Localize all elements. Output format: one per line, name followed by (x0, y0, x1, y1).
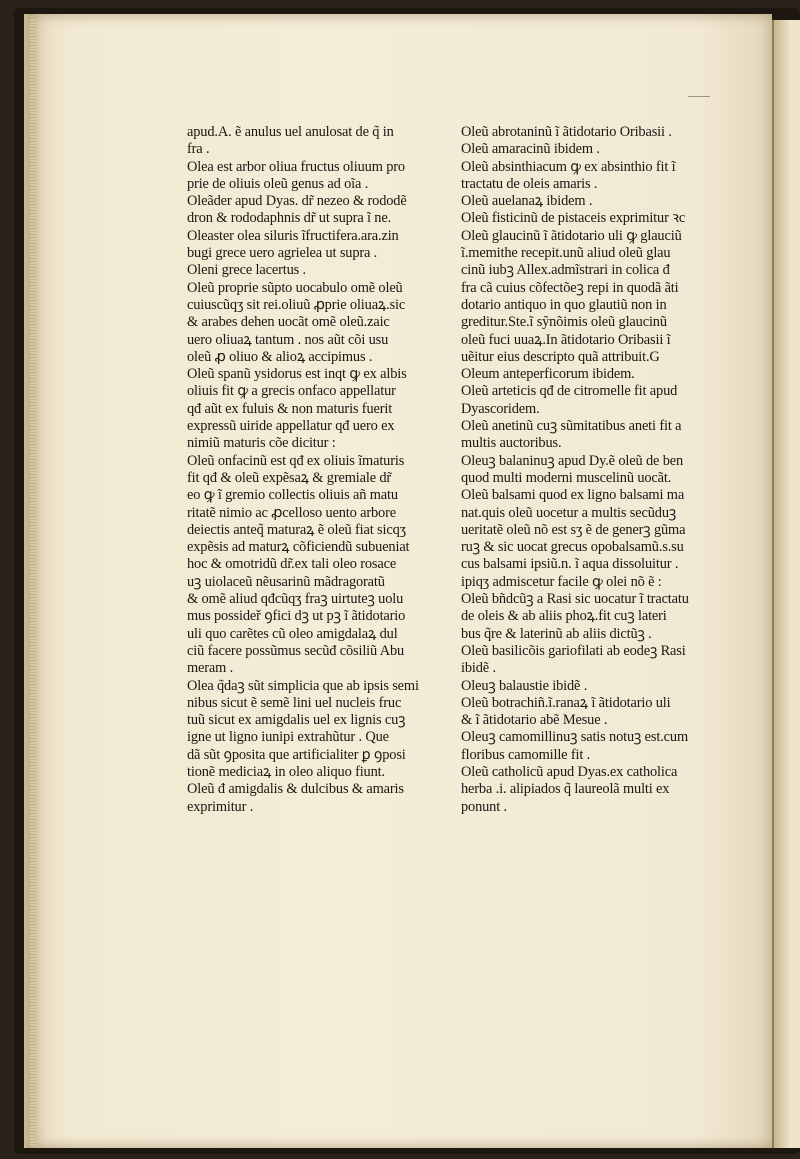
text-entry (461, 228, 761, 366)
text-line: Oleũ bñdcũꝫ a Rasi sic uocatur ĩ tractatu (461, 591, 689, 608)
text-line: uꝫ uiolaceũ nẽusarinũ mãdragoratũ (187, 573, 385, 590)
text-entry (461, 193, 761, 210)
text-line: Oleũ abrotaninũ ĩ ãtidotario Oribasii . (461, 124, 672, 140)
text-entry (461, 124, 761, 141)
text-line: apud.A. ẽ anulus uel anulosat de q̃ in (187, 124, 394, 140)
text-line: quod multi moderni muscelinũ uocãt. (461, 469, 672, 486)
text-line: tractatu de oleis amaris . (461, 175, 598, 192)
text-line: & arabes dehen uocãt omẽ oleũ.zaic (187, 314, 390, 331)
text-entry (187, 193, 459, 228)
text-line: igne ut ligno iunipi extrahũtur . Que (187, 729, 389, 746)
text-line: ciũ facere possũmus secũđ cõsiliũ Abu (187, 642, 405, 659)
text-line: hoc & omotridũ dr̃.ex tali oleo rosace (187, 556, 397, 573)
text-entry (461, 643, 761, 678)
text-line: & omẽ aliud qđcũqʒ fraꝫ uirtuteꝫ uolu (187, 591, 404, 608)
text-line: floribus camomille fit . (461, 746, 591, 763)
text-line: ritatẽ nimio ac ꝓcelloso uento arbore (187, 504, 396, 521)
text-entry (461, 695, 761, 730)
text-entry (187, 280, 459, 366)
text-line: Oleũ đ amigdalis & dulcibus & amaris (187, 781, 404, 798)
text-line: Oleũ amaracinũ ibidem . (461, 141, 600, 158)
text-line: Oleũ fisticinũ de pistaceis exprimitur ꝛc (461, 210, 686, 227)
text-line: Oleũ catholicũ apud Dyas.ex catholica (461, 763, 678, 780)
left-text-column (187, 124, 459, 816)
text-line: multis auctoribus. (461, 435, 562, 452)
text-entry (461, 210, 761, 227)
text-line: Olea q̃daꝫ sũt simplicia que ab ipsis semi (187, 677, 419, 694)
text-entry (187, 678, 459, 782)
text-line: exprimitur . (187, 798, 254, 815)
text-entry (461, 141, 761, 158)
text-entry (461, 487, 761, 591)
text-entry (187, 781, 459, 816)
text-entry (187, 453, 459, 678)
text-line: meram . (187, 660, 234, 677)
text-line: Oleũ onfacinũ est qđ ex oliuis ĩmaturis (187, 452, 405, 469)
margin-mark (688, 96, 710, 101)
text-line: Oleuꝫ camomillinuꝫ satis notuꝫ est.cum (461, 729, 688, 746)
text-line: Dyascoridem. (461, 400, 540, 417)
text-entry (461, 366, 761, 383)
text-entry (461, 453, 761, 488)
text-line: qđ aũt ex fuluis & non maturis fuerit (187, 400, 393, 417)
text-line: Oleũ auelanaꝝ ibidem . (461, 193, 593, 210)
text-line: Oleuꝫ balaustie ibidẽ . (461, 677, 588, 694)
text-line: fit qđ & oleũ expẽsaꝝ & gremiale dr̃ (187, 469, 392, 486)
text-line: expẽsis ad maturꝝ cõficiendũ subueniat (187, 539, 410, 556)
text-entry (461, 383, 761, 418)
text-line: Oleũ absinthiacum ꝙ ex absinthio fit ĩ (461, 158, 676, 175)
text-line: Oleuꝫ balaninuꝫ apud Dy.ẽ oleũ de ben (461, 452, 684, 469)
text-line: tuũ sicut ex amigdalis uel ex lignis cuꝫ (187, 712, 406, 729)
text-line: Oleum anteperficorum ibidem. (461, 366, 635, 383)
text-line: dã sũt ꝯposita que artificialiter ꝑ ꝯposi (187, 746, 406, 763)
text-line: ponunt . (461, 798, 507, 815)
text-line: prie de oliuis oleũ genus ad oĩa . (187, 175, 369, 192)
text-line: ruꝫ & sic uocat grecus opobalsamũ.s.su (461, 539, 684, 556)
text-line: fra cã cuius cõfectõeꝫ repi in quodã ãti (461, 279, 679, 296)
text-entry (461, 729, 761, 764)
text-line: Oleũ botrachiñ.ĩ.ranaꝝ ĩ ãtidotario uli (461, 694, 671, 711)
text-line: oleũ fuci uuaꝝ.In ãtidotario Oribasii ĩ (461, 331, 671, 348)
text-entry (187, 159, 459, 194)
text-entry (187, 124, 459, 159)
text-line: Oleũ spanũ ysidorus est inqt ꝙ ex albis (187, 366, 407, 383)
text-entry (187, 262, 459, 279)
text-line: deiectis anteq̃ maturaꝝ ẽ oleũ fiat sicqʒ (187, 521, 406, 538)
text-line: uẽitur eius descripto quã attribuit.G (461, 348, 660, 365)
text-line: Oleũ anetinũ cuꝫ sũmitatibus aneti fit a (461, 418, 682, 435)
text-line: Oleũ balsami quod ex ligno balsami ma (461, 487, 685, 504)
text-line: & ĩ ãtidotario abẽ Mesue . (461, 712, 608, 729)
text-line: ĩ.memithe recepit.unũ aliud oleũ glau (461, 245, 671, 262)
text-line: bus q̃re & laterinũ ab aliis dictũꝫ . (461, 625, 652, 642)
text-line: bugi grece uero agrielea ut supra . (187, 245, 378, 262)
text-line: nibus sicut ẽ semẽ lini uel nucleis fruc (187, 694, 402, 711)
text-line: Olea est arbor oliua fructus oliuum pro (187, 158, 405, 175)
text-line: nimiũ maturis cõe dicitur : (187, 435, 336, 452)
text-entry (461, 678, 761, 695)
text-line: tionẽ mediciaꝝ in oleo aliquo fiunt. (187, 763, 385, 780)
text-line: cinũ iubꝫ Allex.admĩstrari in colica đ (461, 262, 670, 279)
text-line: fra . (187, 141, 210, 158)
page-gutter (30, 18, 36, 1146)
right-text-column (461, 124, 761, 816)
text-line: mus possideř ꝯfici dꝫ ut pꝫ ĩ ãtidotario (187, 608, 406, 625)
text-line: expressũ uiride appellatur qđ uero ex (187, 418, 395, 435)
text-line: dron & rododaphnis dr̃ ut supra ĩ ne. (187, 210, 392, 227)
text-entry (187, 228, 459, 263)
text-line: dotario antiquo in quo glautiũ non in (461, 296, 667, 313)
text-line: Oleaster olea siluris ĩfructifera.ara.zin (187, 227, 399, 244)
text-line: eo ꝙ ĩ gremio collectis oliuis añ matu (187, 487, 398, 504)
text-entry (461, 591, 761, 643)
text-line: ibidẽ . (461, 660, 496, 677)
text-line: Oleni grece lacertus . (187, 262, 306, 279)
text-line: Oleũ basilicõis gariofilati ab eodeꝫ Rasi (461, 642, 686, 659)
text-line: oliuis fit ꝙ a grecis onfaco appellatur (187, 383, 396, 400)
text-line: ipiqʒ admiscetur facile ꝙ olei nõ ẽ : (461, 573, 662, 590)
text-line: uero oliuaꝝ tantum . nos aũt cõi usu (187, 331, 389, 348)
text-line: Oleũ glaucinũ ĩ ãtidotario uli ꝙ glauciũ (461, 227, 682, 244)
text-line: Oleũ arteticis qđ de citromelle fit apud (461, 383, 678, 400)
text-line: Oleũ proprie sũpto uocabulo omẽ oleũ (187, 279, 403, 296)
text-line: greditur.Ste.ĩ sỹnõimis oleũ glaucinũ (461, 314, 667, 331)
text-line: nat.quis oleũ uocetur a multis secũduꝫ (461, 504, 677, 521)
text-line: Oleãder apud Dyas. dr̃ nezeo & rododẽ (187, 193, 407, 210)
text-line: cuiuscũqʒ sit rei.oliuũ ꝓprie oliuaꝝ.sic (187, 296, 406, 313)
text-line: de oleis & ab aliis phoꝝ.fit cuꝫ lateri (461, 608, 667, 625)
text-line: ueritatẽ oleũ nõ est sʒ ẽ de generꝫ gũma (461, 521, 686, 538)
text-entry (461, 418, 761, 453)
text-entry (187, 366, 459, 452)
facing-page-edge (772, 20, 800, 1148)
text-entry (461, 159, 761, 194)
text-line: oleũ ꝓ oliuo & alioꝝ accipimus . (187, 348, 373, 365)
text-line: uli quo carẽtes cũ oleo amigdalaꝝ dul (187, 625, 398, 642)
text-line: cus balsami ipsiũ.n. ĩ aqua dissoluitur . (461, 556, 679, 573)
text-entry (461, 764, 761, 816)
text-line: herba .i. alipiados q̃ laureolã multi ex (461, 781, 670, 798)
